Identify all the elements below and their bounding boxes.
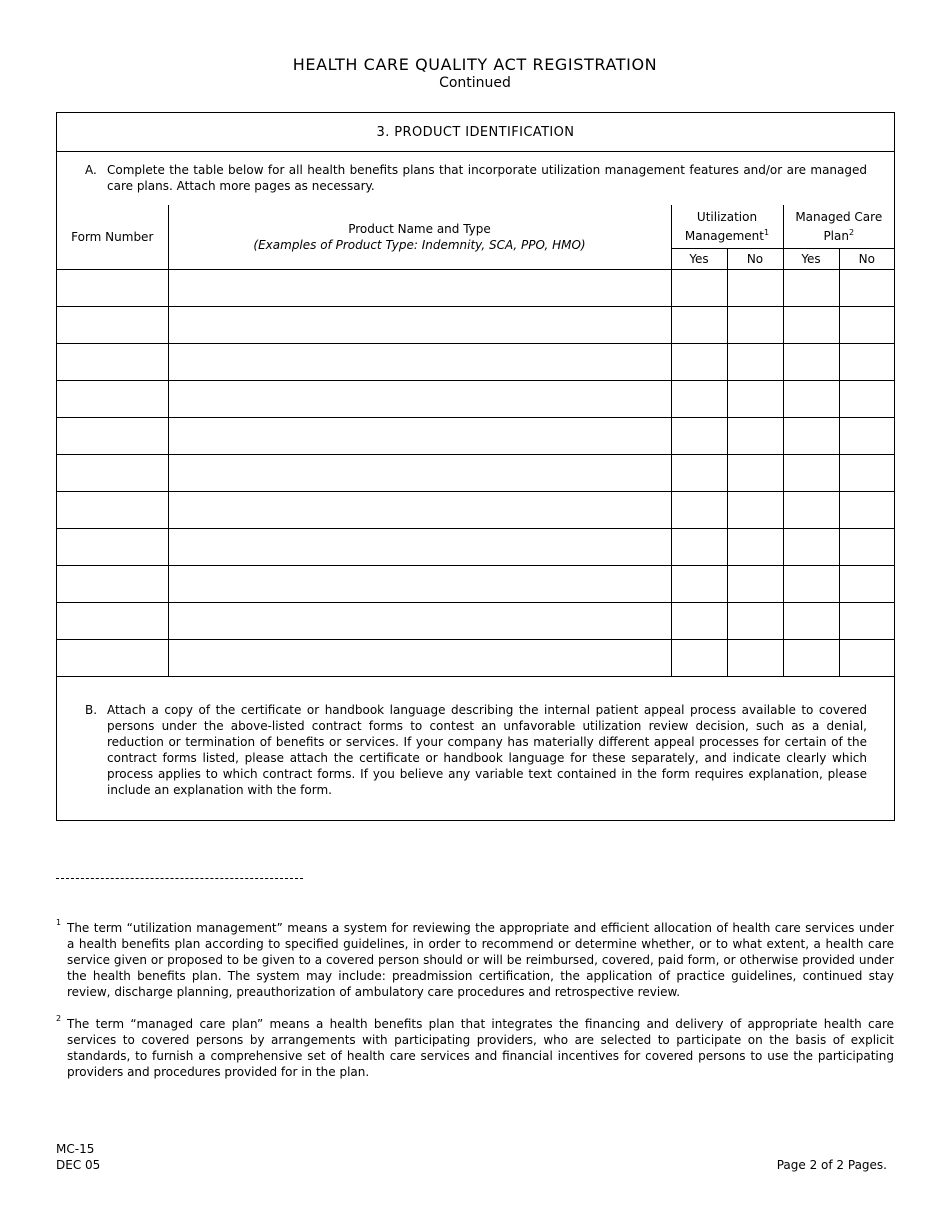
instruction-a bbox=[85, 162, 867, 194]
mc-yes-cell[interactable] bbox=[783, 417, 839, 454]
um-no-cell[interactable] bbox=[727, 491, 783, 528]
um-no-cell[interactable] bbox=[727, 417, 783, 454]
mc-no-cell[interactable] bbox=[839, 343, 894, 380]
product-name-cell[interactable] bbox=[168, 602, 671, 639]
mc-yes-cell[interactable] bbox=[783, 491, 839, 528]
um-yes-cell[interactable] bbox=[671, 269, 727, 306]
instruction-b-label: B. bbox=[85, 703, 98, 717]
form-number-cell[interactable] bbox=[57, 417, 168, 454]
product-name-cell[interactable] bbox=[168, 565, 671, 602]
um-yes-cell[interactable] bbox=[671, 454, 727, 491]
footnote-2-number: 2 bbox=[56, 1014, 62, 1023]
utilization-management-header: Utilization Management$^1$ bbox=[671, 205, 783, 248]
mc-yes-cell[interactable] bbox=[783, 380, 839, 417]
mc-no-cell[interactable] bbox=[839, 417, 894, 454]
product-name-cell[interactable] bbox=[168, 343, 671, 380]
mc-yes-header: Yes bbox=[783, 248, 839, 269]
form-number-header: Form Number bbox=[57, 205, 168, 269]
um-no-cell[interactable] bbox=[727, 565, 783, 602]
table-row bbox=[57, 380, 894, 417]
managed-care-plan-header: Managed Care Plan$^2$ bbox=[783, 205, 894, 248]
mc-yes-cell[interactable] bbox=[783, 454, 839, 491]
table-row bbox=[57, 269, 894, 306]
um-yes-cell[interactable] bbox=[671, 306, 727, 343]
instruction-a-label: A. bbox=[85, 163, 97, 177]
footnote-1 bbox=[56, 920, 894, 1000]
mc-no-cell[interactable] bbox=[839, 306, 894, 343]
instruction-b bbox=[85, 702, 867, 798]
mc-yes-cell[interactable] bbox=[783, 565, 839, 602]
product-name-cell[interactable] bbox=[168, 491, 671, 528]
mc-yes-cell[interactable] bbox=[783, 306, 839, 343]
um-yes-cell[interactable] bbox=[671, 491, 727, 528]
um-yes-cell[interactable] bbox=[671, 343, 727, 380]
product-name-cell[interactable] bbox=[168, 269, 671, 306]
footnote-separator bbox=[56, 878, 303, 879]
product-name-cell[interactable] bbox=[168, 306, 671, 343]
form-number-cell[interactable] bbox=[57, 306, 168, 343]
form-date: DEC 05 bbox=[56, 1158, 101, 1172]
mc-yes-cell[interactable] bbox=[783, 639, 839, 676]
um-no-cell[interactable] bbox=[727, 380, 783, 417]
form-number-cell[interactable] bbox=[57, 602, 168, 639]
table-row bbox=[57, 602, 894, 639]
product-name-header bbox=[168, 205, 671, 269]
table-row bbox=[57, 639, 894, 676]
form-number-cell[interactable] bbox=[57, 565, 168, 602]
mc-no-cell[interactable] bbox=[839, 269, 894, 306]
product-name-cell[interactable] bbox=[168, 380, 671, 417]
section-heading: 3. PRODUCT IDENTIFICATION bbox=[57, 113, 894, 152]
instruction-b-text: Attach a copy of the certificate or handbook language describing the internal patient appeal process available to covered persons under the above-listed contract forms to contest an unfavorable utilization review decision, such as a denial, reduction or termination of benefits or services. If your company has materially different appeal processes for certain of the contract forms listed, please attach the certificate or handbook language for these separately, and indicate clearly which process applies to which contract forms. If you believe any variable text contained in the form requires explanation, please include an explanation with the form. bbox=[107, 703, 867, 797]
table-row bbox=[57, 454, 894, 491]
product-name-title: Product Name and Type bbox=[348, 221, 491, 236]
product-name-cell[interactable] bbox=[168, 639, 671, 676]
mc-no-cell[interactable] bbox=[839, 380, 894, 417]
um-no-cell[interactable] bbox=[727, 306, 783, 343]
table-row bbox=[57, 491, 894, 528]
mc-no-cell[interactable] bbox=[839, 528, 894, 565]
um-no-header: No bbox=[727, 248, 783, 269]
um-no-cell[interactable] bbox=[727, 639, 783, 676]
um-no-cell[interactable] bbox=[727, 528, 783, 565]
mc-no-header: No bbox=[839, 248, 894, 269]
form-number-cell[interactable] bbox=[57, 380, 168, 417]
um-no-cell[interactable] bbox=[727, 343, 783, 380]
product-name-cell[interactable] bbox=[168, 454, 671, 491]
product-type-examples: (Examples of Product Type: Indemnity, SCA, PPO, HMO) bbox=[253, 237, 586, 252]
form-id: MC-15 bbox=[56, 1142, 95, 1156]
um-yes-cell[interactable] bbox=[671, 417, 727, 454]
form-number-cell[interactable] bbox=[57, 454, 168, 491]
form-number-cell[interactable] bbox=[57, 343, 168, 380]
table-row bbox=[57, 417, 894, 454]
footnote-2 bbox=[56, 1016, 894, 1080]
mc-no-cell[interactable] bbox=[839, 491, 894, 528]
um-no-cell[interactable] bbox=[727, 454, 783, 491]
instruction-a-text: Complete the table below for all health benefits plans that incorporate utilization management features and/or are managed care plans. Attach more pages as necessary. bbox=[107, 163, 867, 193]
form-number-cell[interactable] bbox=[57, 269, 168, 306]
um-no-cell[interactable] bbox=[727, 602, 783, 639]
table-row bbox=[57, 306, 894, 343]
footnote-ref-1: 1 bbox=[763, 227, 770, 237]
table-row bbox=[57, 343, 894, 380]
page-title: HEALTH CARE QUALITY ACT REGISTRATION bbox=[292, 55, 658, 74]
page-subtitle: Continued bbox=[439, 75, 511, 91]
mc-no-cell[interactable] bbox=[839, 565, 894, 602]
mc-yes-cell[interactable] bbox=[783, 269, 839, 306]
um-yes-header: Yes bbox=[671, 248, 727, 269]
um-yes-cell[interactable] bbox=[671, 380, 727, 417]
page-number: Page 2 of 2 Pages. bbox=[776, 1158, 887, 1172]
table-row bbox=[57, 565, 894, 602]
product-table-body bbox=[57, 269, 894, 676]
mc-yes-cell[interactable] bbox=[783, 602, 839, 639]
footnote-2-text: The term “managed care plan” means a health benefits plan that integrates the financing and delivery of appropriate health care services to covered persons by arrangements with participating providers, who are selected to participate on the basis of explicit standards, to furnish a comprehensive set of health care services and financial incentives for covered persons to use the participating providers and procedures provided for in the plan. bbox=[67, 1017, 894, 1079]
product-identification-section bbox=[56, 112, 895, 821]
um-yes-cell[interactable] bbox=[671, 565, 727, 602]
um-yes-cell[interactable] bbox=[671, 528, 727, 565]
product-name-cell[interactable] bbox=[168, 528, 671, 565]
form-number-cell[interactable] bbox=[57, 528, 168, 565]
footnote-1-text: The term “utilization management” means a system for reviewing the appropriate and efficient allocation of health care services under a health benefits plan according to specified guidelines, in order to recommend or determine whether, or to what extent, a health care service given or proposed to be given to a covered person should or will be reimbursed, covered, paid form, or otherwise provided under the health benefits plan. The system may include: preadmission certification, the application of practice guidelines, continued stay review, discharge planning, preauthorization of ambulatory care procedures and retrospective review. bbox=[67, 921, 894, 999]
mc-no-cell[interactable] bbox=[839, 454, 894, 491]
um-no-cell[interactable] bbox=[727, 269, 783, 306]
product-table bbox=[57, 205, 894, 677]
mc-no-cell[interactable] bbox=[839, 602, 894, 639]
footnote-1-number: 1 bbox=[56, 918, 62, 927]
mc-no-cell[interactable] bbox=[839, 639, 894, 676]
table-row bbox=[57, 528, 894, 565]
um-yes-cell[interactable] bbox=[671, 602, 727, 639]
product-name-cell[interactable] bbox=[168, 417, 671, 454]
um-yes-cell[interactable] bbox=[671, 639, 727, 676]
mc-yes-cell[interactable] bbox=[783, 528, 839, 565]
mc-yes-cell[interactable] bbox=[783, 343, 839, 380]
footnote-ref-2: 2 bbox=[848, 227, 855, 237]
form-number-cell[interactable] bbox=[57, 639, 168, 676]
form-number-cell[interactable] bbox=[57, 491, 168, 528]
